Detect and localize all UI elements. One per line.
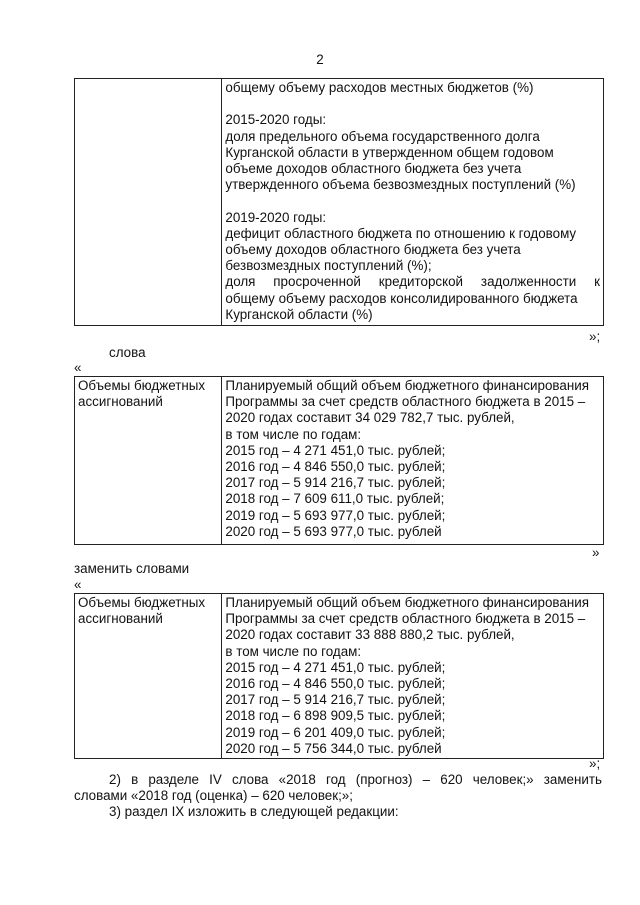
text-line: Курганской области (%) — [225, 306, 373, 322]
text-line: 2018 год – 6 898 909,5 тыс. рублей; — [225, 708, 446, 724]
table1-left-cell — [75, 79, 222, 326]
text-line: объему доходов областного бюджета без учета — [225, 242, 521, 257]
text-line: 2015-2020 годы: — [225, 112, 327, 128]
row-label: ассигнований — [78, 394, 163, 410]
text-line: Программы за счет средств областного бюджета в 2015 – — [225, 611, 586, 627]
label-replace: заменить словами — [74, 561, 190, 576]
text-line: 2016 год – 4 846 550,0 тыс. рублей; — [225, 459, 446, 475]
text-line: Планируемый общий объем бюджетного финансирования — [225, 378, 589, 393]
paragraph-line: 2) в разделе IV слова «2018 год (прогноз) – 620 человек;» заменить — [109, 772, 602, 787]
row-label: Объемы бюджетных — [78, 595, 206, 610]
text-line: Курганской области в утвержденном общем годовом — [225, 144, 554, 160]
text-line: 2017 год – 5 914 216,7 тыс. рублей; — [225, 475, 446, 491]
table1-right-cell — [222, 79, 604, 326]
new-budget-table — [74, 593, 604, 759]
text-line: объеме доходов областного бюджета без учета — [225, 161, 522, 176]
text-line: доля просроченной кредиторской задолженности к — [225, 274, 600, 290]
text-line: безвозмездных поступлений (%); — [225, 258, 432, 274]
text-line: Планируемый общий объем бюджетного финансирования — [225, 595, 589, 610]
text-line: 2020 год – 5 693 977,0 тыс. рублей — [225, 523, 442, 539]
text-line: в том числе по годам: — [225, 643, 362, 659]
old-budget-table — [74, 376, 604, 545]
close-quote: » — [592, 545, 600, 560]
text-line: дефицит областного бюджета по отношению к годовому — [225, 225, 577, 241]
text-line: общему объему расходов местных бюджетов (%) — [225, 80, 534, 95]
text-line: 2016 год – 4 846 550,0 тыс. рублей; — [225, 676, 446, 692]
table2-right-cell — [222, 377, 604, 545]
text-line: 2020 годах составит 34 029 782,7 тыс. рублей, — [225, 410, 515, 426]
row-label: ассигнований — [78, 611, 163, 627]
text-line: в том числе по годам: — [225, 426, 362, 442]
item-3-paragraph: 3) раздел IX изложить в следующей редакции: — [109, 804, 399, 819]
close-quote: »; — [589, 756, 601, 771]
text-line: 2020 годах составит 33 888 880,2 тыс. рублей, — [225, 627, 515, 643]
indicators-table — [74, 78, 604, 326]
open-quote: « — [74, 360, 82, 375]
open-quote: « — [74, 577, 82, 592]
text-line: общему объему расходов консолидированного бюджета — [225, 290, 578, 306]
text-line: Программы за счет средств областного бюджета в 2015 – — [225, 394, 586, 410]
text-line: 2019 год – 6 201 409,0 тыс. рублей; — [225, 724, 446, 740]
label-words: слова — [109, 345, 146, 360]
page-number: 2 — [316, 52, 324, 67]
table2-left-cell — [75, 377, 222, 545]
text-line: 2015 год – 4 271 451,0 тыс. рублей; — [225, 442, 446, 458]
text-line: 2018 год – 7 609 611,0 тыс. рублей; — [225, 491, 445, 507]
paragraph-line: словами «2018 год (оценка) – 620 человек;»; — [74, 788, 353, 804]
table3-right-cell — [222, 594, 604, 759]
text-line: 2019-2020 годы: — [225, 209, 327, 225]
text-line: 2017 год – 5 914 216,7 тыс. рублей; — [225, 692, 446, 708]
text-line: 2020 год – 5 756 344,0 тыс. рублей — [225, 740, 442, 756]
text-line: доля предельного объема государственного долга — [225, 128, 540, 144]
item-2-paragraph — [74, 772, 602, 804]
table3-left-cell — [75, 594, 222, 759]
text-line: утвержденного объема безвозмездных поступлений (%) — [225, 177, 576, 193]
row-label: Объемы бюджетных — [78, 378, 206, 393]
close-quote: »; — [589, 329, 601, 344]
text-line: 2019 год – 5 693 977,0 тыс. рублей; — [225, 507, 446, 523]
text-line: 2015 год – 4 271 451,0 тыс. рублей; — [225, 659, 446, 675]
